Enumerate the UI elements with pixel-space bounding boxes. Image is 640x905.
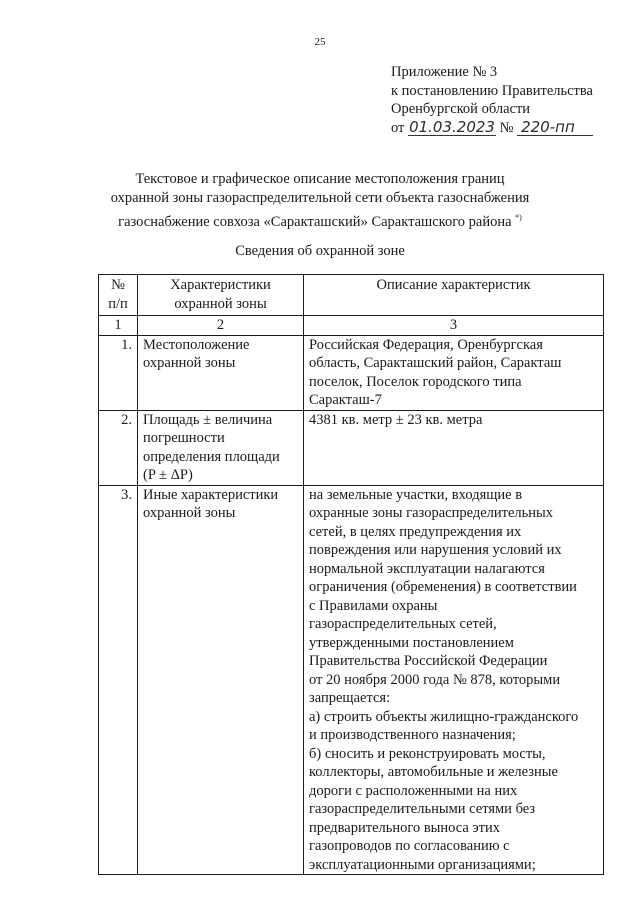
column-number: 3 bbox=[304, 316, 604, 336]
annex-line-1: Приложение № 3 bbox=[391, 64, 498, 80]
footnote-mark: *) bbox=[515, 213, 522, 222]
header-num: № п/п bbox=[99, 275, 138, 316]
title-line-3-text: газоснабжение совхоза «Саракташский» Саракташского района bbox=[118, 213, 512, 230]
annex-block bbox=[391, 63, 593, 137]
annex-line-3: Оренбургской области bbox=[391, 101, 531, 117]
section-title: Сведения об охранной зоне bbox=[235, 243, 405, 259]
row-description: Российская Федерация, Оренбургская область, Саракташский район, Саракташ поселок, Поселок городского типа Саракташ-7 bbox=[304, 335, 604, 410]
row-description: 4381 кв. метр ± 23 кв. метра bbox=[304, 410, 604, 485]
handwritten-number: 220-пп bbox=[517, 119, 593, 136]
table-row bbox=[99, 335, 604, 410]
row-characteristic: Площадь ± величина погрешности определения площади (P ± ΔP) bbox=[138, 410, 304, 485]
table-row bbox=[99, 410, 604, 485]
row-description: на земельные участки, входящие в охранные зоны газораспределительных сетей, в целях предупреждения их повреждения или нарушения условий их нормальной эксплуатации налагаются ограничения (обременения) в соответствии с Правилами охраны газораспределительных сетей, утвержденными постановлением Правительства Российской Федерации от 20 ноября 2000 года № 878, которыми запрещается: а) строить объекты жилищно-гражданского и производственного назначения; б) сносить и реконструировать мосты, коллекторы, автомобильные и железные дороги с расположенными на них газораспределительными сетями без предварительного выноса этих газопроводов по согласованию с эксплуатационными организациями; bbox=[304, 485, 604, 875]
page-number: 25 bbox=[314, 36, 326, 48]
table-header-row bbox=[99, 275, 604, 316]
header-characteristics: Характеристики охранной зоны bbox=[138, 275, 304, 316]
title-line-1: Текстовое и графическое описание местоположения границ bbox=[135, 171, 505, 187]
annex-line-2: к постановлению Правительства bbox=[391, 82, 593, 99]
column-numbers-row bbox=[99, 316, 604, 336]
header-description: Описание характеристик bbox=[304, 275, 604, 316]
document-title bbox=[60, 170, 580, 232]
row-number: 2. bbox=[99, 410, 138, 485]
date-prefix: от bbox=[391, 119, 405, 136]
column-number: 1 bbox=[99, 316, 138, 336]
number-sign: № bbox=[499, 119, 514, 136]
title-line-3 bbox=[60, 208, 580, 232]
title-line-2: охранной зоны газораспределительной сети объекта газоснабжения bbox=[110, 190, 530, 206]
row-characteristic: Местоположение охранной зоны bbox=[138, 335, 304, 410]
handwritten-date: 01.03.2023 bbox=[409, 117, 495, 136]
protection-zone-table bbox=[98, 274, 604, 875]
table-row bbox=[99, 485, 604, 875]
row-number: 3. bbox=[99, 485, 138, 875]
column-number: 2 bbox=[138, 316, 304, 336]
annex-date-line bbox=[391, 119, 593, 138]
row-characteristic: Иные характеристики охранной зоны bbox=[138, 485, 304, 875]
row-number: 1. bbox=[99, 335, 138, 410]
